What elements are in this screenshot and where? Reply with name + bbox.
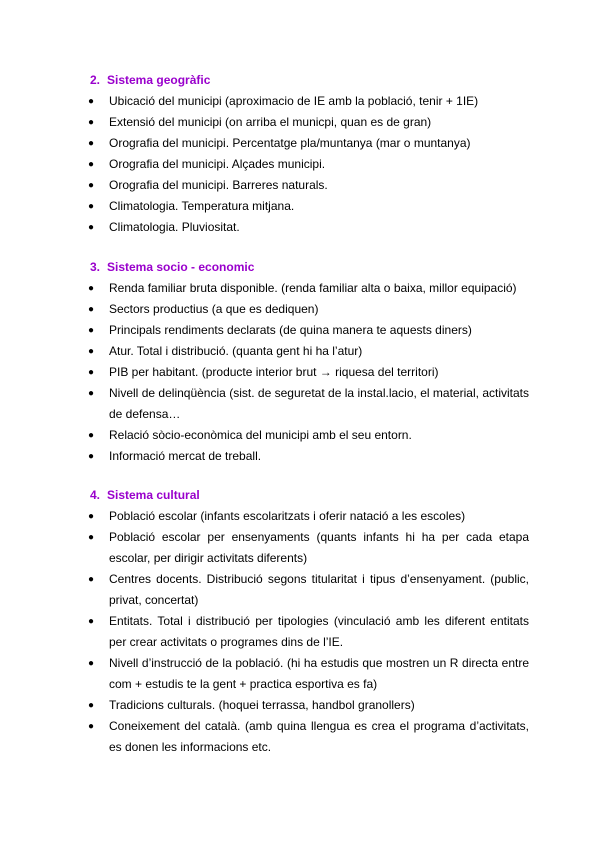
list-item — [0, 362, 529, 383]
section-number: 4. — [90, 488, 101, 502]
section-number: 3. — [90, 260, 101, 274]
list-item-text: Població escolar (infants escolaritzats i oferir natació a les escoles) — [109, 509, 466, 523]
list-item — [0, 527, 529, 569]
section-number: 2. — [90, 73, 101, 87]
section-heading — [90, 485, 200, 505]
list-item-text: Entitats. Total i distribució per tipologies (vinculació amb les diferent entitats per crear activitats o programes dins de l’IE. — [109, 614, 529, 649]
list-item — [0, 196, 529, 217]
list-item-text: Principals rendiments declarats (de quina manera te aquests diners) — [109, 323, 472, 337]
list-item-text: Informació mercat de treball. — [109, 449, 262, 463]
bullet-icon: ● — [88, 616, 95, 627]
section-title: Sistema socio - economic — [107, 260, 255, 274]
bullet-icon: ● — [88, 700, 95, 711]
bullet-icon: ● — [88, 346, 95, 357]
bullet-icon: ● — [88, 283, 95, 294]
bullet-icon: ● — [88, 222, 95, 233]
bullet-icon: ● — [88, 658, 95, 669]
list-item-text: Climatologia. Temperatura mitjana. — [109, 199, 295, 213]
bullet-icon: ● — [88, 159, 95, 170]
section-title: Sistema geogràfic — [107, 73, 211, 87]
list-item-text: Orografia del municipi. Alçades municipi. — [109, 157, 326, 171]
list-item-text: Sectors productius (a que es dediquen) — [109, 302, 319, 316]
bullet-icon: ● — [88, 532, 95, 543]
bullet-icon: ● — [88, 180, 95, 191]
list-item-text: Extensió del municipi (on arriba el municpi, quan es de gran) — [109, 115, 432, 129]
bullet-list — [0, 506, 600, 758]
bullet-list — [0, 278, 600, 467]
bullet-icon: ● — [88, 511, 95, 522]
list-item — [0, 320, 529, 341]
bullet-icon: ● — [88, 451, 95, 462]
list-item — [0, 569, 529, 611]
list-item-text: Atur. Total i distribució. (quanta gent hi ha l’atur) — [109, 344, 363, 358]
list-item-text: Nivell d’instrucció de la població. (hi ha estudis que mostren un R directa entre com + estudis te la gent + practica esportiva es fa) — [109, 656, 529, 691]
bullet-icon: ● — [88, 721, 95, 732]
list-item-text: Població escolar per ensenyaments (quants infants hi ha per cada etapa escolar, per dirigir activitats diferents) — [109, 530, 529, 565]
section-heading — [90, 257, 254, 277]
list-item — [0, 133, 529, 154]
section-heading — [90, 70, 210, 90]
list-item-text: Renda familiar bruta disponible. (renda familiar alta o baixa, millor equipació) — [109, 281, 517, 295]
list-item-text: Ubicació del municipi (aproximacio de IE amb la població, tenir + 1IE) — [109, 94, 479, 108]
list-item-text: Nivell de delinqüència (sist. de seguretat de la instal.lacio, el material, activitats de defensa… — [109, 386, 529, 421]
list-item-text: Relació sòcio-econòmica del municipi amb el seu entorn. — [109, 428, 412, 442]
list-item — [0, 278, 529, 299]
bullet-icon: ● — [88, 367, 95, 378]
section-title: Sistema cultural — [107, 488, 200, 502]
list-item — [0, 299, 529, 320]
list-item-text: PIB per habitant. (producte interior brut → riquesa del territori) — [109, 365, 439, 379]
bullet-list — [0, 91, 600, 238]
list-item — [0, 112, 529, 133]
bullet-icon: ● — [88, 201, 95, 212]
list-item — [0, 341, 529, 362]
list-item — [0, 175, 529, 196]
list-item — [0, 611, 529, 653]
bullet-icon: ● — [88, 430, 95, 441]
bullet-icon: ● — [88, 138, 95, 149]
bullet-icon: ● — [88, 117, 95, 128]
list-item — [0, 716, 529, 758]
list-item — [0, 446, 529, 467]
list-item — [0, 383, 529, 425]
list-item-text: Coneixement del català. (amb quina llengua es crea el programa d’activitats, es donen les informacions etc. — [109, 719, 529, 754]
list-item-text: Tradicions culturals. (hoquei terrassa, handbol granollers) — [109, 698, 415, 712]
bullet-icon: ● — [88, 304, 95, 315]
bullet-icon: ● — [88, 96, 95, 107]
list-item — [0, 217, 529, 238]
bullet-icon: ● — [88, 388, 95, 399]
list-item-text: Climatologia. Pluviositat. — [109, 220, 240, 234]
list-item — [0, 506, 529, 527]
list-item-text: Orografia del municipi. Percentatge pla/muntanya (mar o muntanya) — [109, 136, 471, 150]
list-item — [0, 653, 529, 695]
list-item — [0, 154, 529, 175]
bullet-icon: ● — [88, 574, 95, 585]
list-item-text: Orografia del municipi. Barreres naturals. — [109, 178, 328, 192]
bullet-icon: ● — [88, 325, 95, 336]
list-item — [0, 695, 529, 716]
list-item — [0, 425, 529, 446]
list-item — [0, 91, 529, 112]
list-item-text: Centres docents. Distribució segons titularitat i tipus d’ensenyament. (public, privat, concertat) — [109, 572, 529, 607]
